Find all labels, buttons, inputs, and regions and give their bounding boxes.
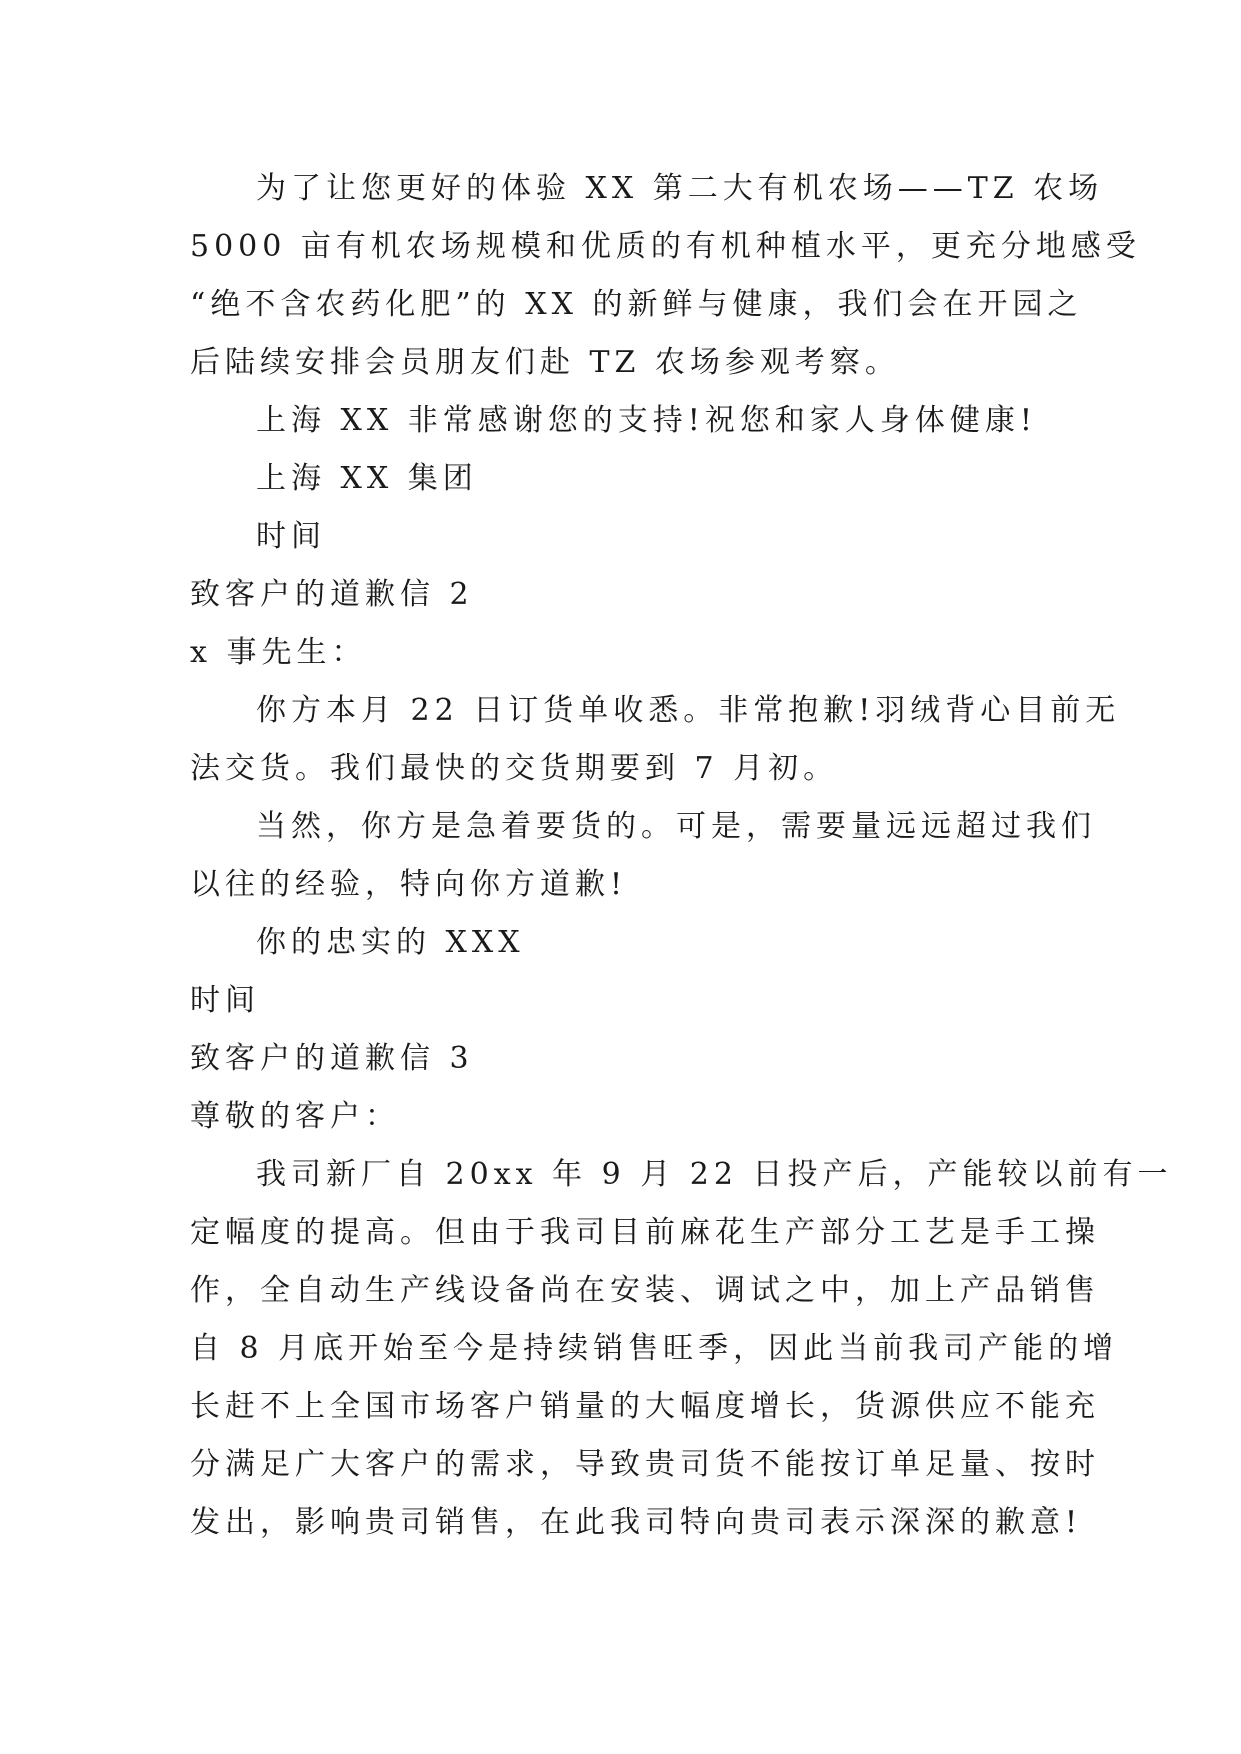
paragraph-line: 自 8 月底开始至今是持续销售旺季，因此当前我司产能的增 — [190, 1331, 1119, 1366]
signature-date: 时间 — [256, 519, 326, 554]
letter-title: 致客户的道歉信 2 — [190, 577, 474, 612]
signature-date: 时间 — [190, 983, 260, 1018]
paragraph-line: 你方本月 22 日订货单收悉。非常抱歉!羽绒背心目前无 — [256, 693, 1121, 728]
paragraph-line: 法交货。我们最快的交货期要到 7 月初。 — [190, 751, 839, 786]
document-body — [190, 160, 1173, 1552]
paragraph-line: “绝不含农药化肥”的 XX 的新鲜与健康，我们会在开园之 — [190, 287, 1083, 322]
paragraph-line: 发出，影响贵司销售，在此我司特向贵司表示深深的歉意! — [190, 1505, 1083, 1540]
paragraph-line: 5000 亩有机农场规模和优质的有机种植水平，更充分地感受 — [190, 229, 1141, 264]
salutation: 尊敬的客户： — [190, 1099, 400, 1134]
signature-name: 你的忠实的 XXX — [256, 925, 525, 960]
paragraph-line: 后陆续安排会员朋友们赴 TZ 农场参观考察。 — [190, 345, 900, 380]
paragraph-line: 以往的经验，特向你方道歉! — [190, 867, 628, 902]
paragraph-line: 我司新厂自 20xx 年 9 月 22 日投产后，产能较以前有一 — [256, 1157, 1173, 1192]
paragraph-line: 定幅度的提高。但由于我司目前麻花生产部分工艺是手工操 — [190, 1215, 1100, 1250]
closing-wishes: 上海 XX 非常感谢您的支持!祝您和家人身体健康! — [256, 403, 1037, 438]
paragraph-line: 作，全自动生产线设备尚在安装、调试之中，加上产品销售 — [190, 1273, 1100, 1308]
paragraph-line: 为了让您更好的体验 XX 第二大有机农场——TZ 农场 — [256, 171, 1104, 206]
salutation: x 事先生： — [190, 635, 367, 670]
signature-company: 上海 XX 集团 — [256, 461, 478, 496]
paragraph-line: 长赶不上全国市场客户销量的大幅度增长，货源供应不能充 — [190, 1389, 1100, 1424]
paragraph-line: 当然，你方是急着要货的。可是，需要量远远超过我们 — [256, 809, 1096, 844]
paragraph-line: 分满足广大客户的需求，导致贵司货不能按订单足量、按时 — [190, 1447, 1100, 1482]
letter-title: 致客户的道歉信 3 — [190, 1041, 474, 1076]
